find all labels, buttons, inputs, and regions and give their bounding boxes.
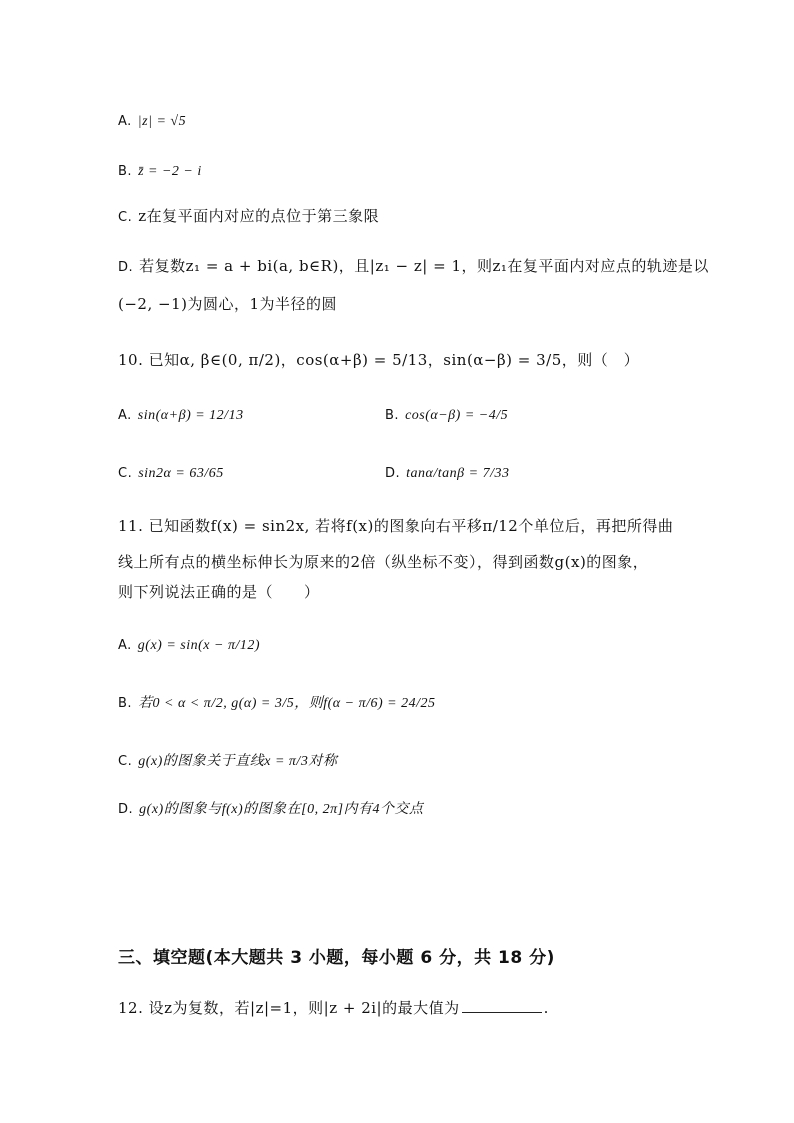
option-math: sin2α = 63/65: [138, 466, 224, 481]
q10-option-a: [118, 404, 244, 426]
q11-option-a: [118, 634, 260, 656]
question-text: 线上所有点的横坐标伸长为原来的2倍（纵坐标不变），得到函数g(x)的图象，: [118, 553, 649, 571]
option-math: 若0 < α < π/2, g(α) = 3/5，则f(α − π/6) = 24/25: [138, 696, 436, 711]
option-math: g(x) = sin(x − π/12): [137, 638, 261, 653]
q11-stem-line3: [118, 582, 320, 602]
option-label: B.: [118, 696, 133, 711]
option-math: z̄ = −2 − i: [138, 164, 202, 179]
q10-option-d: [385, 462, 509, 484]
q11-stem-line1: [118, 516, 673, 536]
option-label: A.: [118, 114, 132, 129]
q12: [118, 998, 549, 1018]
option-math: sin(α+β) = 12/13: [137, 408, 244, 423]
option-label: B.: [118, 164, 133, 179]
option-label: C.: [118, 210, 133, 225]
question-text-end: .: [543, 999, 549, 1017]
question-text: 11. 已知函数f(x) = sin2x, 若将f(x)的图象向右平移π/12个单位后，再把所得曲: [118, 517, 674, 535]
option-label: D.: [118, 802, 134, 817]
option-math: g(x)的图象与f(x)的图象在[0, 2π]内有4个交点: [139, 802, 424, 817]
q9-option-a: [118, 110, 186, 132]
question-text: 10. 已知α, β∈(0, π/2)，cos(α+β) = 5/13，sin(α−β) = 3/5，则（ ）: [118, 351, 640, 369]
option-math: g(x)的图象关于直线x = π/3对称: [138, 754, 338, 769]
q9-option-b: [118, 160, 202, 182]
option-label: A.: [118, 408, 132, 423]
option-text: z在复平面内对应的点位于第三象限: [138, 207, 380, 225]
option-label: D.: [385, 466, 401, 481]
q9-option-c: [118, 206, 379, 228]
q10-stem: [118, 350, 639, 370]
option-label: D.: [118, 260, 134, 275]
option-math: cos(α−β) = −4/5: [405, 408, 509, 423]
option-label: A.: [118, 638, 132, 653]
option-label: B.: [385, 408, 400, 423]
q9-option-d-line1: [118, 256, 709, 278]
option-math: tanα/tanβ = 7/33: [406, 466, 510, 481]
q10-option-c: [118, 462, 224, 484]
q9-option-d-line2: [118, 294, 337, 314]
question-text: 12. 设z为复数，若|z|=1，则|z + 2i|的最大值为: [118, 999, 460, 1017]
q11-option-d: [118, 798, 424, 820]
q10-option-b: [385, 404, 508, 426]
option-text: 若复数z₁ = a + bi(a, b∈R)，且|z₁ − z| = 1，则z₁在复平面内对应点的轨迹是以: [139, 257, 709, 275]
option-math: |z| = √5: [137, 114, 187, 129]
q11-stem-line2: [118, 552, 648, 572]
q11-option-b: [118, 692, 435, 714]
section-heading: 三、填空题(本大题共 3 小题，每小题 6 分，共 18 分): [118, 948, 555, 968]
option-label: C.: [118, 466, 133, 481]
q11-option-c: [118, 750, 337, 772]
option-text: (−2, −1)为圆心，1为半径的圆: [118, 295, 338, 313]
question-text: 则下列说法正确的是（ ）: [118, 583, 320, 601]
option-label: C.: [118, 754, 133, 769]
answer-blank[interactable]: [462, 998, 542, 1013]
